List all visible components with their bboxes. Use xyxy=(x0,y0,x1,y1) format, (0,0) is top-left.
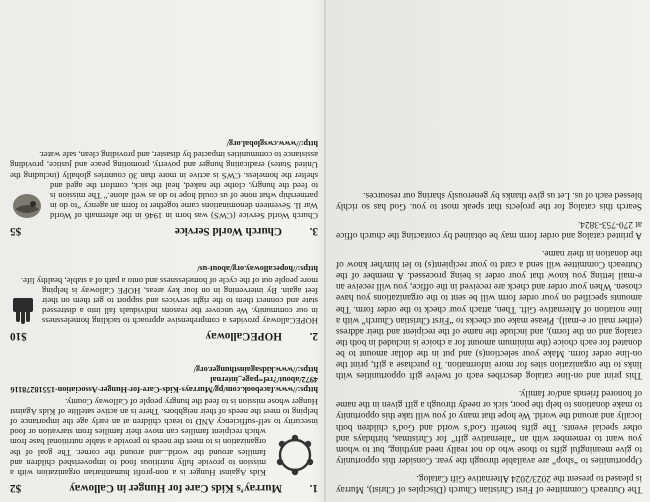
item-price: $2 xyxy=(10,482,22,494)
gift-items-column xyxy=(10,138,318,494)
catalog-intro-column xyxy=(336,182,642,494)
item-number: 3. xyxy=(309,225,318,238)
kids-circle-icon xyxy=(272,430,318,478)
intro-paragraph-1: The Outreach Committee of First Christian Church (Disciples of Christ), Murray is pleased to present the 2023/2024 Alternative Gift Catalog. xyxy=(336,472,642,494)
item-number: 1. xyxy=(309,482,318,494)
item-link[interactable]: http://www.cwsglobal.org/ xyxy=(226,138,318,148)
item-price: $5 xyxy=(10,225,22,238)
hope-hands-icon xyxy=(10,294,36,326)
item-number: 2. xyxy=(309,330,318,343)
item-name: Church World Service xyxy=(174,225,282,238)
item-description: HOPECalloway provides a comprehensive approach to tackling homelessness in our community. We uncover the reasons individuals fall into a distressed state and connect them to the right services and support to get them on their feet again. By intervening in on four key areas, HOPE Calloway is helping more people out of the cycle of homelessness and onto a path of a stable, healthy life. xyxy=(20,275,318,327)
gift-item-1 xyxy=(10,364,318,494)
gift-item-3 xyxy=(10,138,318,237)
gift-item-2 xyxy=(10,263,318,342)
item-link[interactable]: https://www.facebook.com/pg/Murrays-Kids-Care-for-Hunger-Association-155182781164972/about/?ref=page_internal xyxy=(10,375,318,395)
intro-paragraph-5: Search this catalog for the projects that speak most to you. God has so richly blessed each of us. Let us give thanks by generously sharing our resources. xyxy=(336,189,642,211)
cws-globe-icon xyxy=(10,189,44,221)
intro-paragraph-3: This print and on-line catalog describes each of twelve gift opportunities with links to the organization sites for more information. To purchase a gift, print the on-line order form. Make your selection(s) and put in the dollar amount to be donated for each choice (the minimum amount for a choice is included in both the catalog and on the form), and include the name of the recipient and their address (either mail or e-mail). Please make out checks to “First Christian Church” with a line notation of Alternative Gift. Then, attach your check to the order form. The amounts specified on your order form will be sent to the organizations you have chosen. When your order and check are received in the office, you will receive an e-mail letting you know that your order is being processed. A member of the Outreach Committee will send a card to your recipient(s) to let him/her know of the donation in their name. xyxy=(336,248,642,381)
intro-paragraph-2: Opportunities to “shop” are available through the year. Consider this opportunity to give meaningful gifts to those who do not really need anything, but to whom you want to remember with an “alternative gift” for Christmas, birthdays and other special events. The gifts benefit God’s world and God’s children both locally and around the world. We hope that many of you will take this opportunity to make donations to help the poor, sick or needy through a gift given in the name of honored friends and/or family. xyxy=(336,388,642,465)
gift-item-header xyxy=(10,330,318,342)
item-name: Murray’s Kids Care for Hunger in Calloway xyxy=(69,482,282,494)
item-link[interactable]: https://hopecalloway.org/about-us/ xyxy=(197,264,318,274)
item-name: HOPECalloway xyxy=(205,330,282,343)
gift-item-header xyxy=(10,482,318,494)
item-description: Kids Against Hunger is a non-profit humanitarian organization with a mission to provide fully nutritious food to impoverished children and families around the world...and around the corner. The goal of the organization is to meet the needs to provide a stable nutritional base from which recipient families can move their families from starvation or food insecurity to self-sufficiency AND to teach children at an early age the importance of helping to meet the needs of their neighbors. There is an active satellite of Kids Against Hunger whose mission is to feed the hungry people of Calloway County. xyxy=(10,396,318,478)
gift-item-header xyxy=(10,225,318,237)
intro-paragraph-4: A printed catalog and order form may be obtained by contacting the church office at 270-753-3824. xyxy=(336,218,642,241)
page-fold-line xyxy=(324,0,326,502)
item-price: $10 xyxy=(10,330,27,343)
item-description: Church World Service (CWS) was born in 1946 in the aftermath of World War II. Seventeen denominations came together to form an agency “to do in partnership what none of us could hope to do as well alone.” The mission is to feed the hungry, clothe the naked, heal the sick, comfort the aged and shelter the homeless. CWS is active in more than 30 countries globally (including the United States) eradicating hunger and poverty, promoting peace and justice, providing assistance to communities impacted by disaster, and providing clean, safe water. xyxy=(10,150,318,222)
item-link[interactable]: https://www.kidsagainsthunger.org/ xyxy=(193,365,318,375)
